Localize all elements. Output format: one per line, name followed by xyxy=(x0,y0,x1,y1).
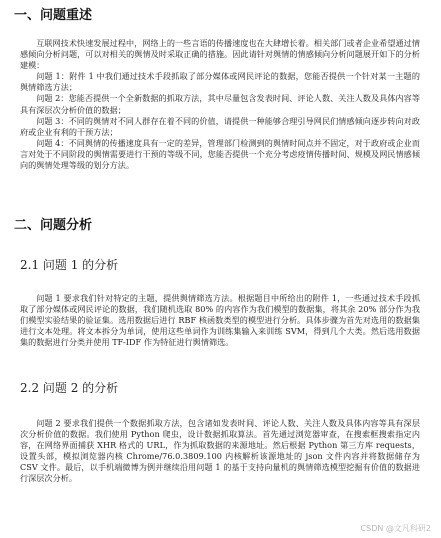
subsection-2-2-body xyxy=(20,418,420,485)
subsection-2-2-heading: 2.2 问题 2 的分析 xyxy=(20,381,119,395)
paragraph-question-3: 问题 3：不同的舆情对不同人群存在着不同的价值，请提供一种能够合理引导网民们情感倾向逐步转向对政府或企业有利的干预方法； xyxy=(20,115,420,137)
subsection-2-1-body xyxy=(20,293,420,348)
paragraph-question-1: 问题 1：附件 1 中我们通过技术手段抓取了部分媒体或网民评论的数据，您能否提供一个针对某一主题的舆情筛选方法； xyxy=(20,71,420,93)
subsection-2-1-heading: 2.1 问题 1 的分析 xyxy=(20,258,119,272)
csdn-watermark: CSDN @文凡科研2 xyxy=(360,524,431,533)
paragraph-analysis-1: 问题 1 要求我们针对特定的主题，提供舆情筛选方法。根据题目中所给出的附件 1，一些通过技术手段抓取了部分媒体或网民评论的数据，我们随机选取 80% 的内容作为我们模型的数据集，将其余 20% 部分作为我们模型实验结果的验证集。选用数据后进行 RBF 核函数类型的模型进行分析。具体步骤为首先对选用的数据集进行文本处理。将文本拆分为单词，使用这些单词作为训练集输入来训练 SVM，得到几个大类。然后选用数据集的数据进行分类并使用 TF-IDF 作为特征进行舆情筛选。 xyxy=(20,293,420,348)
section-2-heading: 二、问题分析 xyxy=(14,218,93,233)
section-1-heading: 一、问题重述 xyxy=(14,8,93,23)
section-1-body xyxy=(20,38,420,171)
paragraph-analysis-2: 问题 2 要求我们提供一个数据抓取方法，包含诸如发表时间、评论人数、关注人数及具体内容等具有深层次分析价值的数据。我们使用 Python 爬虫，设计数据抓取算法。首先通过浏览器审查，在搜索框搜索指定内容，在网络界面捕获 XHR 格式的 URL，作为抓取数据的来源地址。然后根据 Python 第三方库 requests，设置头部，模拟浏览器内核 Chrome/76.0.3809.100 内核解析该源地址的 json 文件内容并将数据储存为 CSV 文件。最后，以手机端微博为例并继续沿用问题 1 的基于支持向量机的舆情筛选模型挖掘有价值的数据进行深层次分析。 xyxy=(20,418,420,484)
paragraph-question-4: 问题 4：不同舆情的传播速度具有一定的差异，管理部门检测到的舆情时间点并不固定，对于政府或企业而言对处于不同阶段的舆情需要进行干预的等级不同，您能否提供一个充分考虑疫情传播时间、规模及网民情感倾向的舆情处理等级的划分方法。 xyxy=(20,137,420,171)
paragraph-intro: 互联网技术快速发展过程中，网络上的一些言语的传播速度也在大肆增长着。相关部门或者企业希望通过情感倾向分析问题，可以对相关的舆情及时采取正确的措施。因此请针对舆情的情感倾向分析问题展开如下的分析建模： xyxy=(20,38,420,71)
paragraph-question-2: 问题 2：您能否提供一个全新数据的抓取方法，其中尽量包含发表时间、评论人数、关注人数及具体内容等具有深层次分析价值的数据； xyxy=(20,93,420,115)
